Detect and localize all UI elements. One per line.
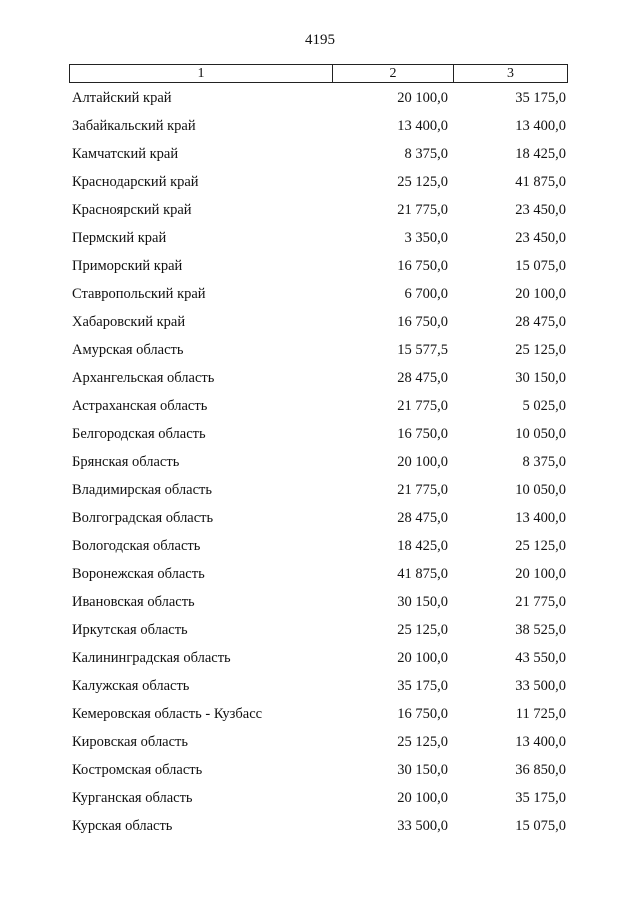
value-col-3: 43 550,0 [515,650,566,666]
table-row [0,112,640,140]
table-row [0,700,640,728]
value-col-3: 15 075,0 [515,818,566,834]
value-col-3: 25 125,0 [515,538,566,554]
value-col-3: 15 075,0 [515,258,566,274]
table-row [0,252,640,280]
region-name: Хабаровский край [72,314,186,330]
region-name: Архангельская область [72,370,215,386]
table-row [0,476,640,504]
value-col-2: 28 475,0 [397,370,448,386]
value-col-3: 18 425,0 [515,146,566,162]
value-col-3: 5 025,0 [522,398,566,414]
value-col-3: 38 525,0 [515,622,566,638]
value-col-2: 25 125,0 [397,622,448,638]
value-col-2: 20 100,0 [397,454,448,470]
region-name: Иркутская область [72,622,188,638]
value-col-2: 15 577,5 [397,342,448,358]
region-name: Алтайский край [72,90,172,106]
region-name: Забайкальский край [72,118,196,134]
value-col-3: 35 175,0 [515,790,566,806]
table-row [0,728,640,756]
value-col-3: 20 100,0 [515,566,566,582]
table-row [0,224,640,252]
table-row [0,644,640,672]
value-col-2: 25 125,0 [397,174,448,190]
table-row [0,420,640,448]
region-name: Курганская область [72,790,193,806]
region-name: Амурская область [72,342,184,358]
value-col-2: 20 100,0 [397,650,448,666]
value-col-3: 36 850,0 [515,762,566,778]
value-col-2: 13 400,0 [397,118,448,134]
value-col-2: 20 100,0 [397,90,448,106]
value-col-3: 41 875,0 [515,174,566,190]
table-row [0,532,640,560]
value-col-2: 16 750,0 [397,426,448,442]
region-name: Курская область [72,818,173,834]
table-row [0,364,640,392]
value-col-2: 16 750,0 [397,258,448,274]
value-col-2: 30 150,0 [397,762,448,778]
region-name: Костромская область [72,762,203,778]
table-row [0,784,640,812]
header-col-1: 1 [70,65,333,82]
value-col-2: 21 775,0 [397,398,448,414]
page-number: 4195 [305,32,335,48]
value-col-3: 13 400,0 [515,118,566,134]
table-header [69,64,568,83]
value-col-3: 8 375,0 [522,454,566,470]
value-col-3: 21 775,0 [515,594,566,610]
table-row [0,504,640,532]
value-col-2: 25 125,0 [397,734,448,750]
value-col-3: 28 475,0 [515,314,566,330]
table-row [0,392,640,420]
region-name: Калининградская область [72,650,231,666]
value-col-3: 13 400,0 [515,734,566,750]
table-row [0,616,640,644]
table-row [0,280,640,308]
value-col-2: 18 425,0 [397,538,448,554]
value-col-3: 11 725,0 [515,706,566,722]
table-row [0,448,640,476]
value-col-3: 25 125,0 [515,342,566,358]
table-row [0,308,640,336]
value-col-2: 16 750,0 [397,706,448,722]
region-name: Кировская область [72,734,189,750]
value-col-3: 10 050,0 [515,426,566,442]
value-col-3: 20 100,0 [515,286,566,302]
value-col-2: 21 775,0 [397,482,448,498]
table-row [0,140,640,168]
region-name: Воронежская область [72,566,205,582]
region-name: Белгородская область [72,426,206,442]
region-name: Пермский край [72,230,167,246]
value-col-2: 6 700,0 [404,286,448,302]
value-col-3: 30 150,0 [515,370,566,386]
region-name: Астраханская область [72,398,208,414]
region-name: Кемеровская область - Кузбасс [72,706,263,722]
value-col-2: 35 175,0 [397,678,448,694]
region-name: Владимирская область [72,482,212,498]
region-name: Брянская область [72,454,180,470]
table-row [0,336,640,364]
value-col-2: 28 475,0 [397,510,448,526]
value-col-2: 8 375,0 [404,146,448,162]
region-name: Волгоградская область [72,510,214,526]
table-body [0,84,640,840]
value-col-2: 3 350,0 [404,230,448,246]
value-col-2: 21 775,0 [397,202,448,218]
table-row [0,560,640,588]
value-col-3: 35 175,0 [515,90,566,106]
region-name: Калужская область [72,678,190,694]
region-name: Ивановская область [72,594,195,610]
value-col-3: 10 050,0 [515,482,566,498]
table-row [0,588,640,616]
value-col-3: 23 450,0 [515,230,566,246]
value-col-3: 13 400,0 [515,510,566,526]
region-name: Красноярский край [72,202,192,218]
region-name: Ставропольский край [72,286,206,302]
table-row [0,812,640,840]
header-col-2: 2 [333,65,454,82]
value-col-2: 33 500,0 [397,818,448,834]
table-row [0,672,640,700]
value-col-3: 33 500,0 [515,678,566,694]
value-col-2: 16 750,0 [397,314,448,330]
table-row [0,756,640,784]
table-row [0,196,640,224]
header-col-3: 3 [507,66,514,81]
region-name: Приморский край [72,258,183,274]
value-col-2: 41 875,0 [397,566,448,582]
value-col-2: 20 100,0 [397,790,448,806]
region-name: Вологодская область [72,538,201,554]
region-name: Краснодарский край [72,174,199,190]
table-row [0,168,640,196]
value-col-2: 30 150,0 [397,594,448,610]
region-name: Камчатский край [72,146,179,162]
value-col-3: 23 450,0 [515,202,566,218]
table-row [0,84,640,112]
